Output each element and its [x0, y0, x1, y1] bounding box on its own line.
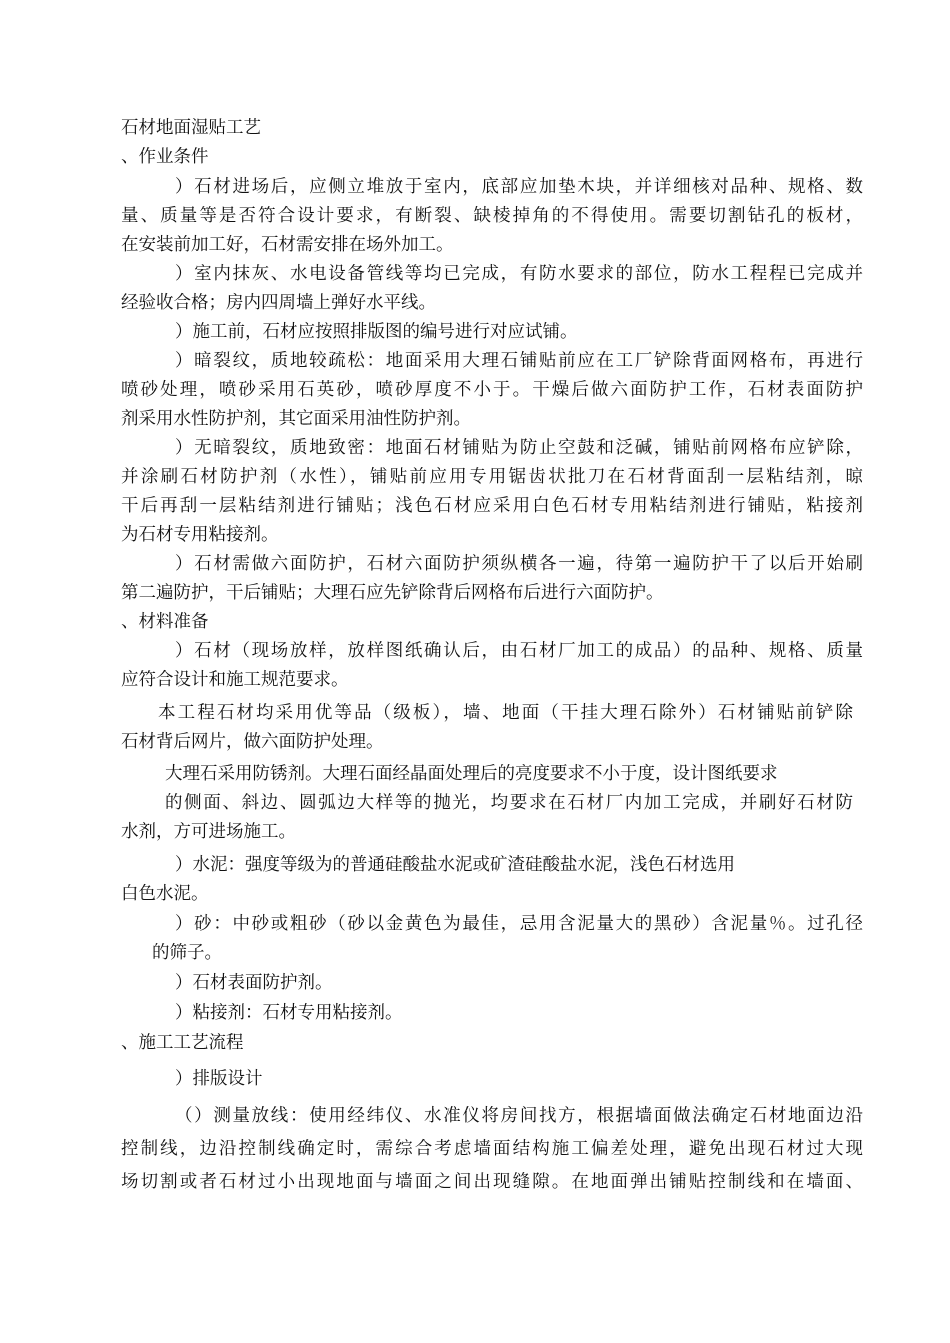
paragraph-line: 经验收合格；房内四周墙上弹好水平线。 [121, 293, 436, 313]
section-heading-work-conditions: 、作业条件 [121, 147, 209, 167]
paragraph-line: ）粘接剂：石材专用粘接剂。 [175, 1003, 403, 1023]
paragraph-line: 的侧面、斜边、圆弧边大样等的抛光，均要求在石材厂内加工完成，并刷好石材防 [165, 793, 853, 813]
paragraph-line: 大理石采用防锈剂。大理石面经晶面处理后的亮度要求不小于度，设计图纸要求 [165, 764, 778, 784]
paragraph-line: （）测量放线：使用经纬仪、水准仪将房间找方，根据墙面做法确定石材地面边沿 [175, 1106, 863, 1126]
paragraph-line: 为石材专用粘接剂。 [121, 525, 279, 545]
paragraph-line: ）砂：中砂或粗砂（砂以金黄色为最佳，忌用含泥量大的黑砂）含泥量％。过孔径 [175, 914, 863, 934]
paragraph-line: 场切割或者石材过小出现地面与墙面之间出现缝隙。在地面弹出铺贴控制线和在墙面、 [121, 1172, 863, 1192]
paragraph-line: 剂采用水性防护剂，其它面采用油性防护剂。 [121, 409, 471, 429]
paragraph-line: ）石材表面防护剂。 [175, 973, 333, 993]
paragraph-line: ）室内抹灰、水电设备管线等均已完成，有防水要求的部位，防水工程程已完成并 [175, 264, 863, 284]
paragraph-line: ）施工前，石材应按照排版图的编号进行对应试铺。 [175, 322, 578, 342]
paragraph-line: ）水泥：强度等级为的普通硅酸盐水泥或矿渣硅酸盐水泥，浅色石材选用 [175, 855, 735, 875]
paragraph-line: 量、质量等是否符合设计要求，有断裂、缺棱掉角的不得使用。需要切割钻孔的板材， [121, 206, 863, 226]
paragraph-line: 本工程石材均采用优等品（级板），墙、地面（干挂大理石除外）石材铺贴前铲除 [158, 703, 853, 723]
paragraph-line: ）石材需做六面防护，石材六面防护须纵横各一遍，待第一遍防护干了以后开始刷 [175, 554, 863, 574]
paragraph-line: 喷砂处理，喷砂采用石英砂，喷砂厚度不小于。干燥后做六面防护工作，石材表面防护 [121, 380, 863, 400]
paragraph-line: 干后再刮一层粘结剂进行铺贴；浅色石材应采用白色石材专用粘结剂进行铺贴，粘接剂 [121, 496, 863, 516]
paragraph-line: ）石材进场后，应侧立堆放于室内，底部应加垫木块，并详细核对品种、规格、数 [175, 177, 863, 197]
section-heading-material-prep: 、材料准备 [121, 612, 209, 632]
paragraph-line: ）石材（现场放样，放样图纸确认后，由石材厂加工的成品）的品种、规格、质量 [175, 641, 863, 661]
paragraph-line: 控制线，边沿控制线确定时，需综合考虑墙面结构施工偏差处理，避免出现石材过大现 [121, 1139, 863, 1159]
paragraph-line: 并涂刷石材防护剂（水性），铺贴前应用专用锯齿状批刀在石材背面刮一层粘结剂，晾 [121, 467, 863, 487]
paragraph-line: ）无暗裂纹，质地致密：地面石材铺贴为防止空鼓和泛碱，铺贴前网格布应铲除， [175, 438, 863, 458]
document-title: 石材地面湿贴工艺 [121, 118, 261, 138]
paragraph-line: ）排版设计 [175, 1069, 263, 1089]
paragraph-line: 白色水泥。 [121, 884, 209, 904]
section-heading-process-flow: 、施工工艺流程 [121, 1033, 244, 1053]
paragraph-line: 在安装前加工好，石材需安排在场外加工。 [121, 235, 454, 255]
paragraph-line: 的筛子。 [152, 943, 222, 963]
paragraph-line: 第二遍防护，干后铺贴；大理石应先铲除背后网格布后进行六面防护。 [121, 583, 664, 603]
paragraph-line: 应符合设计和施工规范要求。 [121, 670, 349, 690]
paragraph-line: 水剂，方可进场施工。 [121, 822, 296, 842]
paragraph-line: ）暗裂纹，质地较疏松：地面采用大理石铺贴前应在工厂铲除背面网格布，再进行 [175, 351, 863, 371]
paragraph-line: 石材背后网片，做六面防护处理。 [121, 732, 384, 752]
